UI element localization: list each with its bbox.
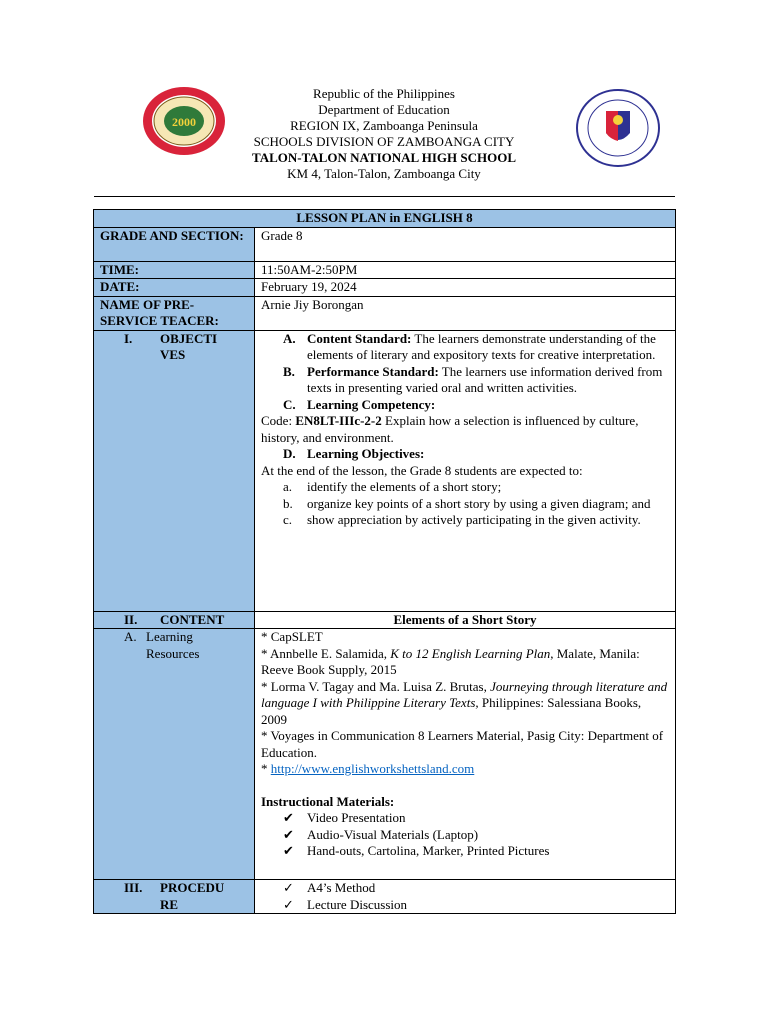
objective-text: show appreciation by actively participating in the given activity. [307, 512, 641, 527]
objectives-label: OBJECTI VES [160, 330, 218, 362]
letterhead-line: SCHOOLS DIVISION OF ZAMBOANGA CITY [253, 134, 515, 149]
list-mark: b. [283, 495, 293, 511]
objective-item [261, 512, 669, 529]
resource-item: * CapSLET [261, 629, 323, 644]
procedure-label-cell [94, 880, 255, 914]
resource-item [261, 646, 669, 679]
resource-book-title: K to 12 English Learning Plan [390, 645, 551, 661]
material-item [261, 843, 669, 860]
lesson-plan-title: LESSON PLAN in ENGLISH 8 [94, 210, 676, 228]
objective-text: organize key points of a short story by using a given diagram; and [307, 495, 651, 511]
checkmark-outline-icon: ✓ [283, 880, 294, 895]
checkmark-outline-icon: ✓ [283, 896, 294, 912]
code-prefix: Code: [261, 413, 296, 428]
content-label-cell [94, 611, 255, 629]
objective-text: identify the elements of a short story; [307, 479, 502, 494]
list-mark: A. [283, 330, 296, 346]
material-item [261, 827, 669, 844]
list-mark: a. [283, 479, 293, 494]
resource-author: * Lorma V. Tagay and Ma. Luisa Z. Brutas, [261, 678, 491, 694]
performance-standard-text: The learners use information derived from texts in presenting varied oral and written activities. [307, 363, 663, 395]
resource-link[interactable]: http://www.englishworkshettsland.com [270, 761, 475, 776]
letterhead-line: Department of Education [318, 102, 450, 117]
grade-value: Grade 8 [255, 227, 676, 261]
list-mark: D. [283, 446, 296, 461]
objectives-intro: At the end of the lesson, the Grade 8 students are expected to: [261, 462, 583, 478]
resource-publisher: , Malate, Manila: Reeve Book Supply, 2015 [261, 645, 640, 677]
letterhead-line: REGION IX, Zamboanga Peninsula [290, 118, 478, 133]
checkmark-icon: ✔ [283, 810, 294, 825]
learning-resources-label-cell [94, 629, 255, 880]
list-mark: c. [283, 512, 293, 527]
checkmark-icon: ✔ [283, 843, 294, 858]
performance-standard-title: Performance Standard: [307, 363, 439, 379]
content-standard-item [261, 331, 669, 364]
learning-competency-title: Learning Competency: [307, 396, 436, 412]
procedure-label: PROCEDU RE [160, 880, 225, 912]
resource-item: * Voyages in Communication 8 Learners Material, Pasig City: Department of Education. [261, 728, 664, 760]
performance-standard-item [261, 364, 669, 397]
date-label: DATE: [94, 279, 255, 297]
time-label: TIME: [94, 261, 255, 279]
learning-resources-label: Learning Resources [146, 629, 200, 661]
header-divider [94, 196, 675, 197]
grade-label: GRADE AND SECTION: [94, 227, 255, 261]
procedure-text: A4’s Method [307, 880, 376, 895]
content-value: Elements of a Short Story [255, 611, 676, 629]
objective-item [261, 479, 669, 496]
competency-text: Explain how a selection is influenced by culture, history, and environment. [261, 413, 639, 445]
objective-item [261, 496, 669, 513]
resource-author: * Annbelle E. Salamida, [261, 645, 391, 661]
learning-competency-item [261, 397, 669, 414]
seal-year: 2000 [172, 115, 196, 129]
resource-bullet: * [261, 761, 271, 776]
learning-resources-cell [255, 629, 676, 880]
learning-resources-mark: A. [124, 629, 137, 644]
list-mark: B. [283, 363, 295, 379]
checkmark-icon: ✔ [283, 826, 294, 842]
objectives-label-cell [94, 330, 255, 611]
procedure-item [261, 880, 669, 897]
procedure-item [261, 897, 669, 914]
teacher-value: Arnie Jiy Borongan [255, 296, 676, 330]
content-standard-text: The learners demonstrate understanding of the elements of literary and expository texts for creative interpretation. [307, 330, 656, 362]
content-standard-title: Content Standard: [307, 330, 412, 346]
date-value: February 19, 2024 [255, 279, 676, 297]
time-value: 11:50AM-2:50PM [255, 261, 676, 279]
school-name: TALON-TALON NATIONAL HIGH SCHOOL [251, 150, 516, 165]
resource-book-title: Journeying through literature and language I with Philippine Literary Texts, [261, 678, 668, 710]
teacher-label: NAME OF PRE-SERVICE TEACER: [94, 296, 255, 330]
resource-item [261, 679, 669, 729]
procedure-text: Lecture Discussion [307, 896, 408, 912]
learning-objectives-title: Learning Objectives: [307, 446, 425, 461]
material-text: Video Presentation [307, 810, 406, 825]
content-number: II. [124, 611, 138, 627]
material-item [261, 810, 669, 827]
list-mark: C. [283, 396, 296, 412]
content-label: CONTENT [160, 611, 225, 627]
material-text: Audio-Visual Materials (Laptop) [307, 826, 479, 842]
resource-item [261, 761, 669, 778]
material-text: Hand-outs, Cartolina, Marker, Printed Pictures [307, 843, 550, 858]
competency-code-line [261, 413, 669, 446]
procedure-number: III. [124, 880, 143, 895]
competency-code: EN8LT-IIIc-2-2 [295, 413, 382, 428]
lesson-plan-table [93, 209, 676, 914]
objectives-number: I. [124, 330, 133, 346]
procedure-cell [255, 880, 676, 914]
instructional-materials-title: Instructional Materials: [261, 793, 395, 809]
learning-objectives-item [261, 446, 669, 463]
letterhead [0, 86, 768, 182]
resource-publisher: Philippines: Salessiana Books, 2009 [261, 695, 642, 727]
school-address: KM 4, Talon-Talon, Zamboanga City [287, 166, 481, 181]
objectives-cell [255, 330, 676, 611]
letterhead-line: Republic of the Philippines [313, 86, 455, 101]
